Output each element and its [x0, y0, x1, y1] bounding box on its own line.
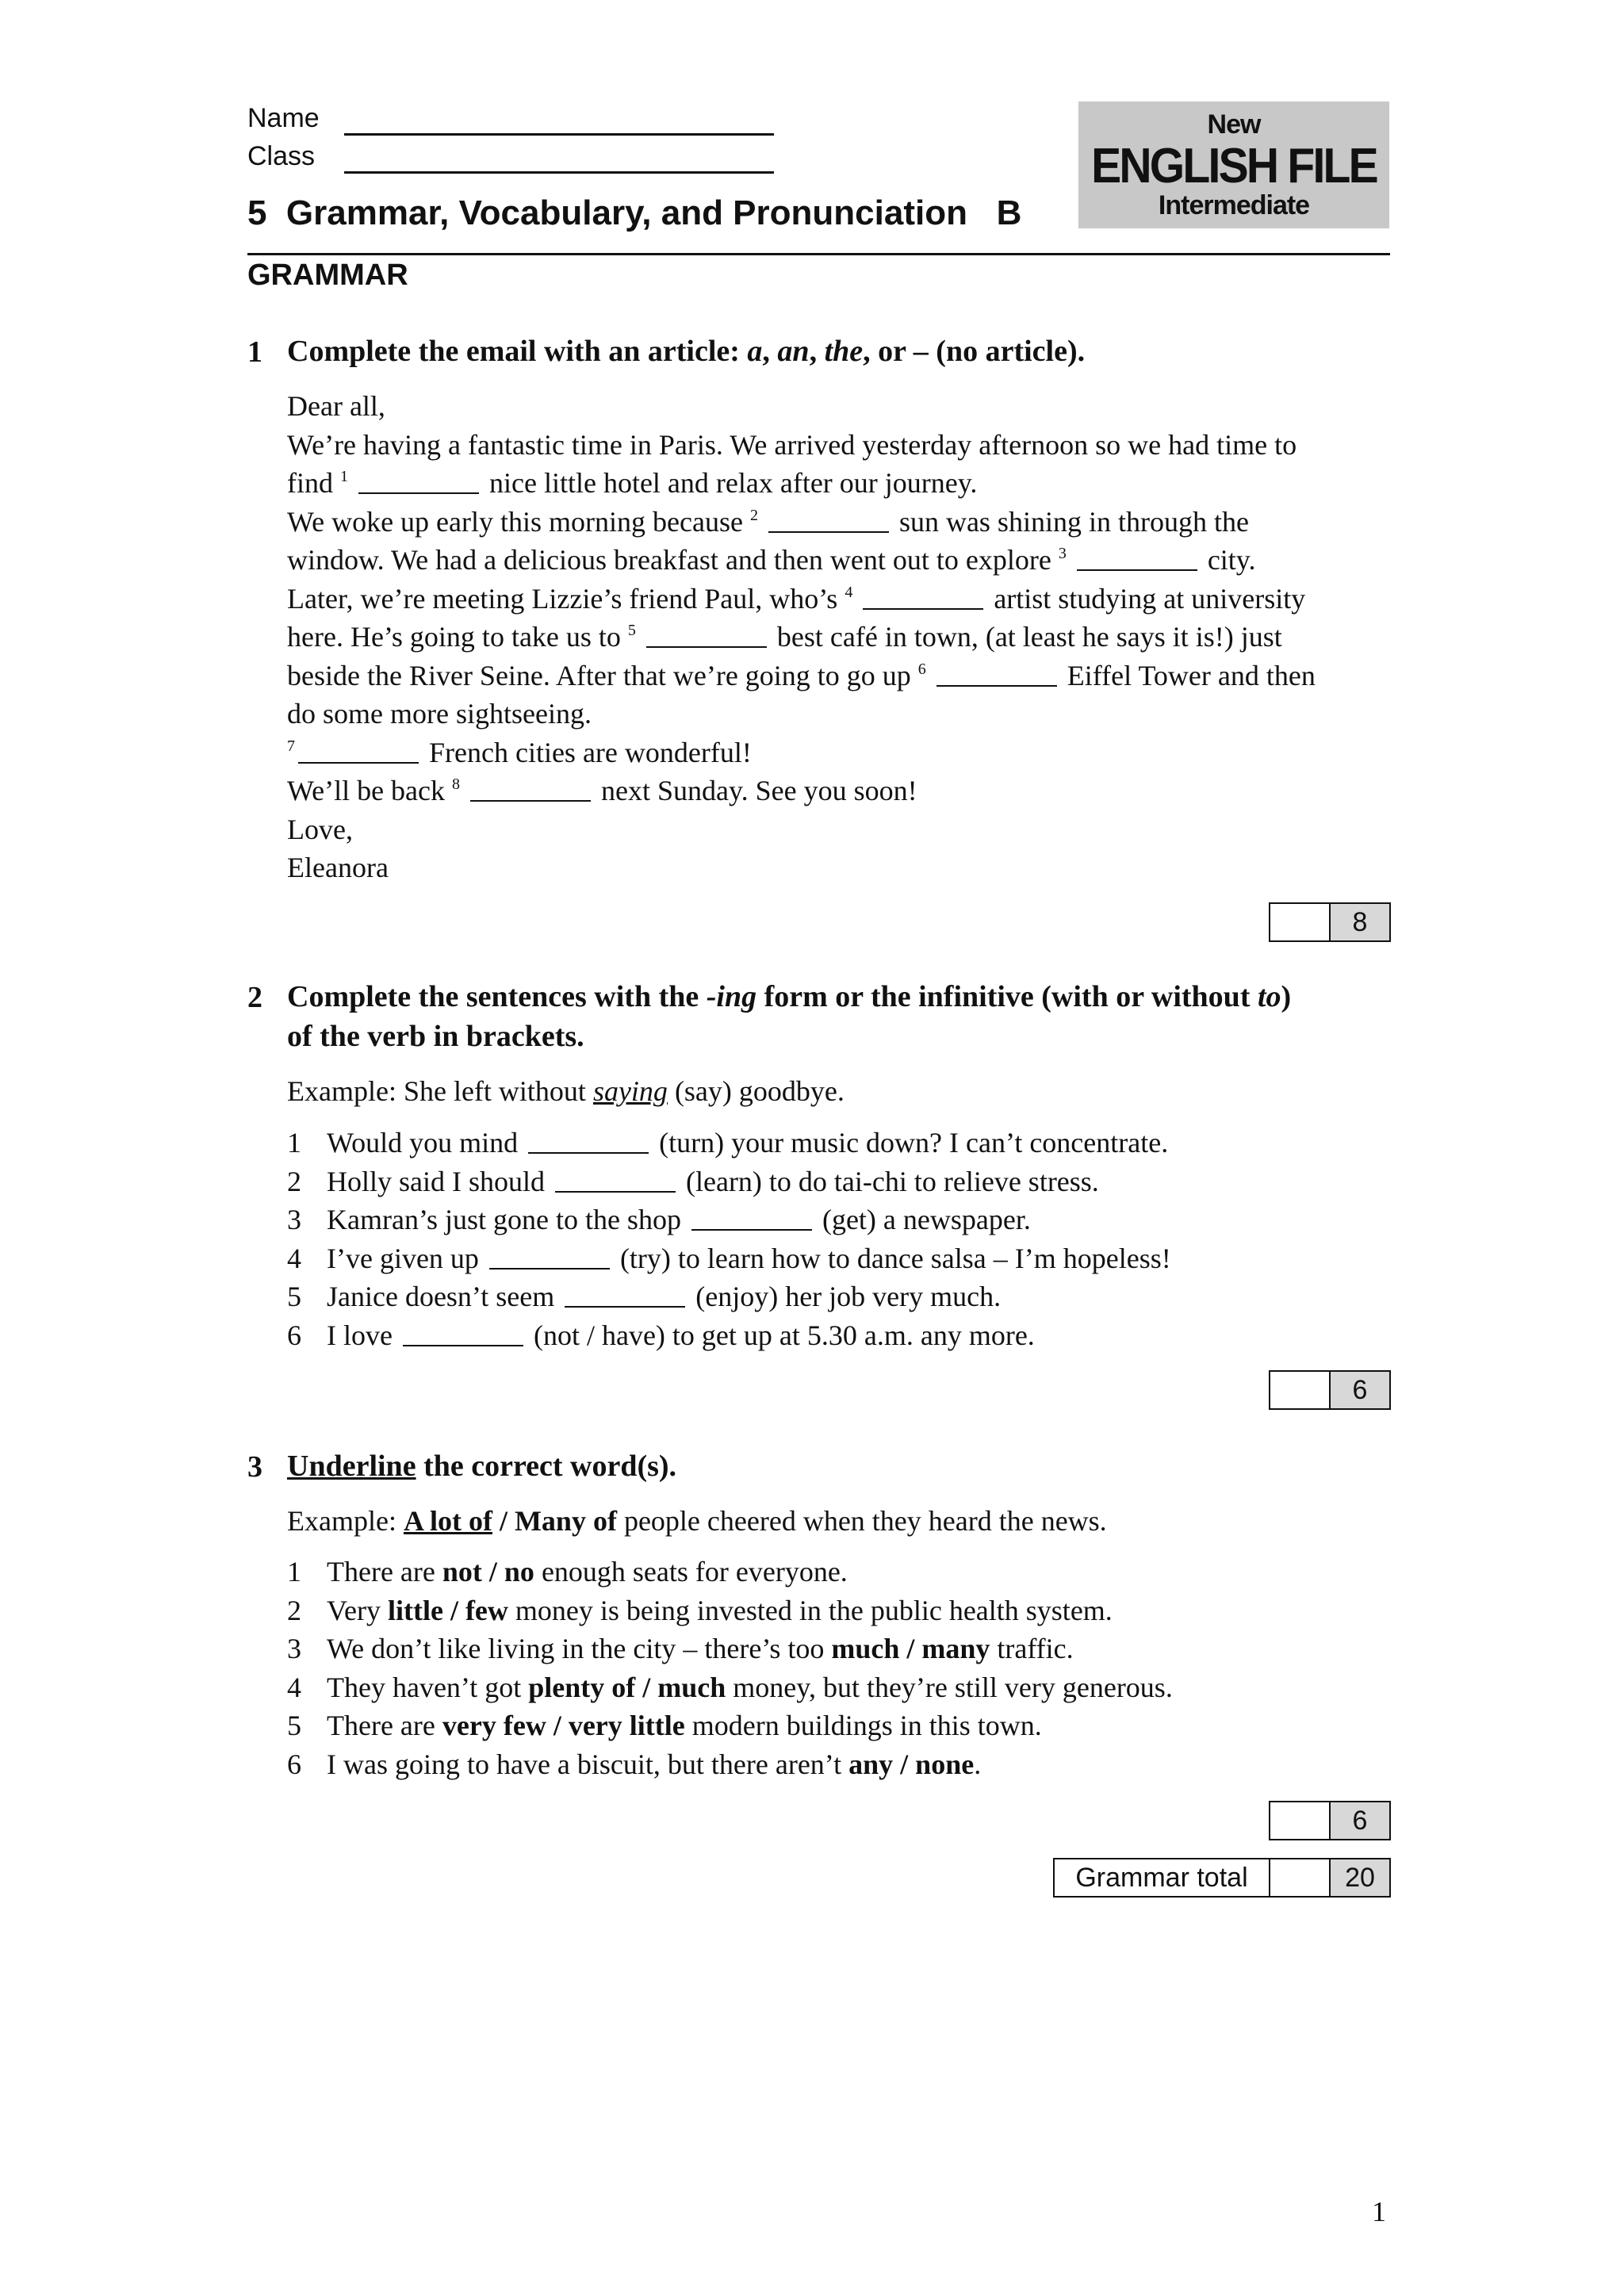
blank-3[interactable]: [1077, 546, 1197, 571]
q2-items: [287, 1124, 1171, 1354]
q3-item: 2 Very little / few money is being invested in the public health system.: [287, 1594, 1113, 1626]
q3-choice[interactable]: not / no: [442, 1556, 534, 1587]
email-line: find $^1$ nice little hotel and relax after our journey.: [287, 467, 978, 499]
q1-score-input[interactable]: [1270, 904, 1331, 940]
q3-item: 1 There are not / no enough seats for everyone.: [287, 1556, 848, 1587]
q3-item: 3 We don’t like living in the city – there’s too much / many traffic.: [287, 1633, 1074, 1664]
q2-blank[interactable]: [489, 1244, 610, 1270]
q1-prompt: Complete the email with an article: a, an, the, or – (no article).: [287, 335, 1086, 368]
q3-choice[interactable]: plenty of / much: [528, 1671, 726, 1703]
q2-item: 3 Kamran’s just gone to the shop (get) a newspaper.: [287, 1204, 1031, 1235]
name-field-line[interactable]: [344, 133, 774, 136]
logo-english-file: ENGLISH FILE: [1091, 139, 1377, 193]
q3-score-box: [1269, 1801, 1391, 1840]
q2-prompt: Complete the sentences with the -ing form or the infinitive (with or without to) of the verb in brackets.: [287, 980, 1292, 1053]
q2-score-input[interactable]: [1270, 1372, 1331, 1408]
grammar-total-max: 20: [1331, 1859, 1389, 1896]
blank-5[interactable]: [646, 622, 767, 648]
grammar-total-input[interactable]: [1270, 1859, 1331, 1896]
q2-number: 2: [247, 981, 262, 1014]
q2-blank[interactable]: [691, 1205, 812, 1231]
blank-2[interactable]: [768, 507, 889, 533]
q2-blank[interactable]: [555, 1167, 676, 1193]
q1-score-box: [1269, 902, 1391, 942]
section-heading: GRAMMAR: [247, 259, 408, 292]
email-line: We woke up early this morning because $^2$ sun was shining in through the: [287, 505, 1249, 538]
email-line: Love,: [287, 813, 353, 845]
q2-item: 6 I love (not / have) to get up at 5.30 a.m. any more.: [287, 1319, 1035, 1351]
blank-4[interactable]: [863, 584, 983, 610]
q2-item: 5 Janice doesn’t seem (enjoy) her job very much.: [287, 1281, 1002, 1312]
q2-max-score: 6: [1331, 1372, 1389, 1408]
email-line: $^7$ French cities are wonderful!: [287, 736, 752, 768]
email-line: here. He’s going to take us to $^5$ best café in town, (at least he says it is!) just: [287, 621, 1282, 653]
class-label: Class: [247, 141, 316, 171]
q3-choice[interactable]: very few / very little: [442, 1710, 685, 1741]
email-line: do some more sightseeing.: [287, 698, 592, 730]
q3-items: [287, 1553, 1173, 1783]
english-file-logo: [1078, 101, 1389, 228]
q3-prompt: Underline the correct word(s).: [287, 1450, 677, 1483]
q3-score-input[interactable]: [1270, 1802, 1331, 1839]
grammar-total-box: [1053, 1858, 1391, 1898]
q3-item: 4 They haven’t got plenty of / much money, but they’re still very generous.: [287, 1671, 1173, 1703]
blank-7[interactable]: [298, 738, 419, 764]
email-line: Later, we’re meeting Lizzie’s friend Paul, who’s $^4$ artist studying at university: [287, 582, 1306, 615]
q3-max-score: 6: [1331, 1802, 1389, 1839]
q1-number: 1: [247, 335, 262, 369]
q2-blank[interactable]: [565, 1282, 685, 1308]
blank-6[interactable]: [936, 661, 1057, 687]
q2-item: 2 Holly said I should (learn) to do tai-chi to relieve stress.: [287, 1165, 1099, 1197]
email-line: window. We had a delicious breakfast and then went out to explore $^3$ city.: [287, 544, 1256, 576]
q3-choice[interactable]: little / few: [387, 1594, 508, 1626]
q3-example: Example: A lot of / Many of people cheered when they heard the news.: [287, 1505, 1107, 1537]
grammar-total-label: Grammar total: [1055, 1859, 1270, 1896]
email-line: Eleanora: [287, 852, 389, 883]
blank-8[interactable]: [470, 776, 591, 802]
q2-blank[interactable]: [528, 1128, 649, 1154]
q3-number: 3: [247, 1450, 262, 1484]
title-rule: [247, 253, 1390, 255]
q1-email: [287, 387, 1316, 887]
logo-new: New: [1207, 109, 1261, 140]
page-number: 1: [1372, 2196, 1386, 2227]
logo-intermediate: Intermediate: [1158, 190, 1310, 220]
email-line: Dear all,: [287, 390, 385, 422]
q2-item: 1 Would you mind (turn) your music down? I can’t concentrate.: [287, 1127, 1169, 1158]
q3-item: 5 There are very few / very little modern buildings in this town.: [287, 1710, 1042, 1741]
q1-max-score: 8: [1331, 904, 1389, 940]
name-label: Name: [247, 103, 320, 133]
q2-example: Example: She left without saying (say) goodbye.: [287, 1075, 845, 1107]
q2-item: 4 I’ve given up (try) to learn how to dance salsa – I’m hopeless!: [287, 1242, 1171, 1274]
blank-1[interactable]: [358, 469, 479, 494]
class-field-line[interactable]: [344, 171, 774, 174]
q3-choice[interactable]: much / many: [831, 1633, 990, 1664]
email-line: beside the River Seine. After that we’re going to go up $^6$ Eiffel Tower and then: [287, 659, 1316, 691]
q2-score-box: [1269, 1370, 1391, 1410]
q3-choice[interactable]: any / none: [848, 1748, 975, 1780]
page-title: 5 Grammar, Vocabulary, and Pronunciation B: [247, 193, 1022, 232]
email-line: We’ll be back $^8$ next Sunday. See you soon!: [287, 775, 917, 806]
q3-item: 6 I was going to have a biscuit, but there aren’t any / none.: [287, 1748, 982, 1780]
email-line: We’re having a fantastic time in Paris. We arrived yesterday afternoon so we had time to: [287, 428, 1297, 461]
q2-blank[interactable]: [403, 1321, 523, 1346]
